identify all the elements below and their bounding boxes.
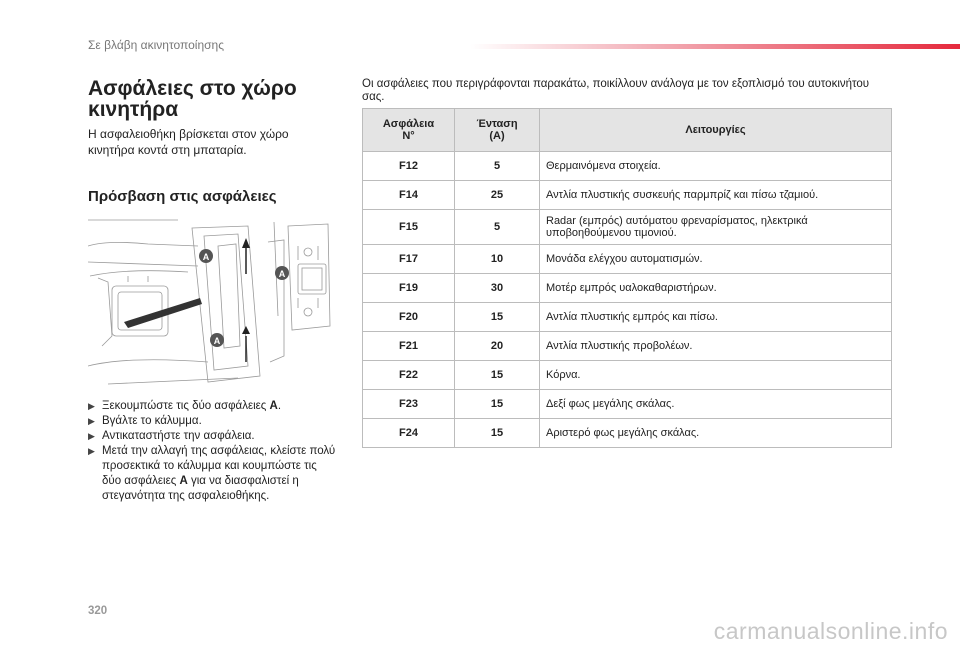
amperage-cell: 15 [455, 390, 540, 419]
amperage-cell: 5 [455, 152, 540, 181]
table-row [363, 181, 892, 210]
fuse-box-illustration [88, 216, 334, 388]
instruction-item: ▶ Μετά την αλλαγή της ασφάλειας, κλείστε πολύ προσεκτικά το κάλυμμα και κουμπώστε τις δύο ασφάλειες A για να διασφαλιστεί η στεγανότητα της ασφαλειοθήκης. [88, 445, 336, 502]
table-row [363, 210, 892, 245]
svg-text:A: A [213, 336, 221, 346]
instruction-item: ▶ Ξεκουμπώστε τις δύο ασφάλειες A. [88, 400, 282, 412]
table-row [363, 419, 892, 448]
amperage-cell: 15 [455, 303, 540, 332]
marker-a-bottom [210, 333, 224, 347]
access-title: Πρόσβαση στις ασφάλειες [88, 188, 277, 205]
marker-a-detail [275, 266, 289, 280]
header-fuse: Ασφάλεια N° [363, 109, 455, 152]
function-cell: Αντλία πλυστικής εμπρός και πίσω. [540, 303, 892, 332]
header-function: Λειτουργίες [540, 109, 892, 152]
function-cell: Radar (εμπρός) αυτόματου φρεναρίσματος, ηλεκτρικά υποβοηθούμενου τιμονιού. [540, 210, 892, 245]
amperage-cell: 15 [455, 419, 540, 448]
amperage-cell: 30 [455, 274, 540, 303]
table-row [363, 274, 892, 303]
amperage-cell: 20 [455, 332, 540, 361]
bullet-icon: ▶ [88, 446, 95, 456]
table-row [363, 390, 892, 419]
function-cell: Αντλία πλυστικής προβολέων. [540, 332, 892, 361]
header-accent-bar [470, 44, 960, 49]
bullet-icon: ▶ [88, 401, 95, 411]
table-header-row [363, 109, 892, 152]
intro-text: Η ασφαλειοθήκη βρίσκεται στον χώρο κινητήρα κοντά στη μπαταρία. [88, 127, 289, 157]
amperage-cell: 10 [455, 245, 540, 274]
function-cell: Δεξί φως μεγάλης σκάλας. [540, 390, 892, 419]
fuse-number-cell: F12 [363, 152, 455, 181]
fuse-table [362, 108, 892, 448]
section-header: Σε βλάβη ακινητοποίησης [88, 38, 225, 52]
page-title: Ασφάλειες στο χώρο κινητήρα [88, 77, 297, 121]
instruction-item: ▶ Βγάλτε το κάλυμμα. [88, 415, 202, 427]
table-row [363, 332, 892, 361]
table-row [363, 361, 892, 390]
fuse-number-cell: F15 [363, 210, 455, 245]
table-row [363, 303, 892, 332]
function-cell: Μοτέρ εμπρός υαλοκαθαριστήρων. [540, 274, 892, 303]
fuse-number-cell: F20 [363, 303, 455, 332]
svg-text:A: A [278, 269, 286, 279]
function-cell: Αριστερό φως μεγάλης σκάλας. [540, 419, 892, 448]
svg-text:A: A [202, 252, 210, 262]
function-cell: Θερμαινόμενα στοιχεία. [540, 152, 892, 181]
header-amps: Ένταση (A) [455, 109, 540, 152]
fuse-number-cell: F21 [363, 332, 455, 361]
amperage-cell: 5 [455, 210, 540, 245]
watermark: carmanualsonline.info [713, 618, 948, 644]
page-number: 320 [88, 605, 108, 617]
function-cell: Κόρνα. [540, 361, 892, 390]
table-row [363, 245, 892, 274]
instruction-list [88, 399, 338, 504]
instruction-item: ▶ Αντικαταστήστε την ασφάλεια. [88, 430, 255, 442]
marker-a-top [199, 249, 213, 263]
bullet-icon: ▶ [88, 416, 95, 426]
table-intro-text: Οι ασφάλειες που περιγράφονται παρακάτω, ποικίλλουν ανάλογα με τον εξοπλισμό του αυτοκινήτου σας. [362, 78, 870, 103]
amperage-cell: 25 [455, 181, 540, 210]
fuse-number-cell: F19 [363, 274, 455, 303]
bullet-icon: ▶ [88, 431, 95, 441]
amperage-cell: 15 [455, 361, 540, 390]
fuse-number-cell: F17 [363, 245, 455, 274]
fuse-number-cell: F24 [363, 419, 455, 448]
fuse-number-cell: F14 [363, 181, 455, 210]
fuse-number-cell: F23 [363, 390, 455, 419]
fuse-number-cell: F22 [363, 361, 455, 390]
function-cell: Αντλία πλυστικής συσκευής παρμπρίζ και πίσω τζαμιού. [540, 181, 892, 210]
table-row [363, 152, 892, 181]
function-cell: Μονάδα ελέγχου αυτοματισμών. [540, 245, 892, 274]
